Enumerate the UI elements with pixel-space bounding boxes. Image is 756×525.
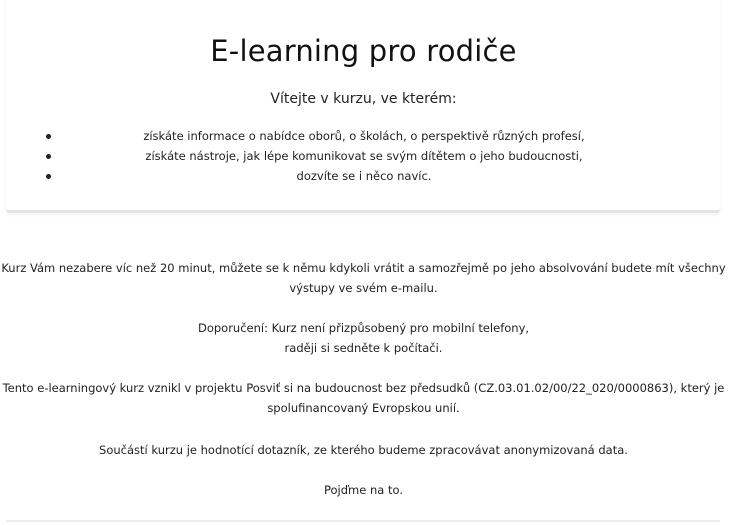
list-item	[40, 166, 688, 186]
intro-subtitle: Vítejte v kurzu, ve kterém:	[270, 91, 457, 107]
duration-line: Kurz Vám nezabere víc než 20 minut, můžete se k němu kdykoli vrátit a samozřejmě po jeho absolvování budete mít všechny	[1, 261, 726, 275]
bullet-icon	[46, 134, 51, 139]
list-item-text: dozvíte se i něco navíc.	[296, 169, 432, 183]
closing-paragraph: Pojďme na to.	[324, 483, 403, 497]
recommendation-paragraph	[0, 318, 727, 358]
list-item	[40, 126, 688, 146]
recommendation-line: raději si sedněte k počítači.	[284, 341, 443, 355]
benefits-list	[40, 126, 688, 186]
project-line: Tento e-learningový kurz vznikl v projektu Posviť si na budoucnost bez předsudků (CZ.03.01.02/00/22_020/0000863), který je	[2, 381, 725, 395]
project-line: spolufinancovaný Evropskou unií.	[267, 401, 460, 415]
bullet-icon	[46, 154, 51, 159]
recommendation-line: Doporučení: Kurz není přizpůsobený pro mobilní telefony,	[197, 321, 530, 335]
list-item-text: získáte informace o nabídce oborů, o školách, o perspektivě různých profesí,	[143, 129, 585, 143]
questionnaire-paragraph: Součástí kurzu je hodnotící dotazník, ze kterého budeme zpracovávat anonymizovaná data.	[99, 443, 628, 457]
list-item-text: získáte nástroje, jak lépe komunikovat se svým dítětem o jeho budoucnosti,	[145, 149, 583, 163]
bullet-icon	[46, 174, 51, 179]
project-paragraph	[0, 378, 727, 418]
duration-line: výstupy ve svém e-mailu.	[289, 281, 438, 295]
duration-paragraph	[0, 258, 727, 298]
page-title: E-learning pro rodiče	[210, 34, 517, 68]
list-item	[40, 146, 688, 166]
